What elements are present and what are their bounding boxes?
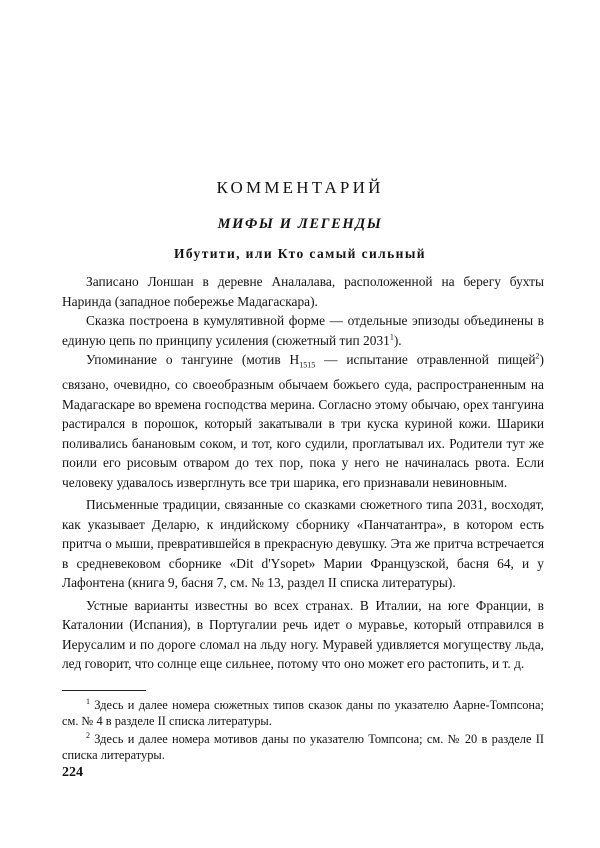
footnote-ref-1: 1 (389, 332, 394, 342)
footnote-ref-2: 2 (535, 351, 540, 361)
paragraph-tanguin-start: Упоминание о тангуине (мотив H (86, 352, 300, 367)
paragraph-structure (62, 311, 544, 350)
paragraph-structure-end: ). (393, 332, 402, 348)
footnote-mark-2: 2 (86, 730, 90, 740)
motif-subscript: 1515 (299, 360, 316, 370)
paragraph-tanguin-motif: — испытание отравленной пищей (315, 352, 536, 367)
footnote-1-text: Здесь и далее номера сюжетных типов сказок даны по указателю Аарне-Томпсона; см. № 4 в разделе II списка литературы. (62, 698, 544, 728)
paragraph-tanguin-rest: ) связано, очевидно, со своеобразным обычаем божьего суда, распространенным на Мадагаскаре во времена господства мерина. Согласно этому обычаю, орех тангуина растирался в порошок, который закатывали в три куска куриной кожи. Шарики поливались банановым соком, и тот, кого судили, проглатывал их. Родители тут же поили его рисовым отваром до тех пор, пока у него не начиналась рвота. Если человеку удавалось изверглнуть все три шарика, его признавали невиновным. (62, 352, 544, 490)
footnote-divider (62, 690, 146, 691)
paragraph-structure-text: Сказка построена в кумулятивной форме — отдельные эпизоды объединены в единую цепь по принципу усиления (сюжетный тип 2031 (62, 313, 544, 348)
paragraph-recording: Записано Лоншан в деревне Аналалава, расположенной на берегу бухты Нариндa (западное побережье Мадагаскара). (62, 274, 544, 309)
page-number: 224 (62, 765, 83, 780)
commentary-body (62, 272, 544, 674)
paragraph-written-traditions: Письменные традиции, связанные со сказками сюжетного типа 2031, восходят, как указывает Деларю, к индийскому сборнику «Панчатантра», в котором есть притча о мыши, превратившейся в прекрасную девушку. Эта же притча встречается в средневековом сборнике «Dit d'Ysopet» Марии Французской, басня 64, и у Лафонтена (книга 9, басня 7, см. № 13, раздел II списка литературы). (62, 497, 544, 591)
tale-title: Ибутити, или Кто самый сильный (174, 246, 426, 261)
chapter-title: КОММЕНТАРИЙ (216, 178, 384, 197)
footnote-2-text: Здесь и далее номера мотивов даны по указателю Томпсона; см. № 20 в разделе II списка литературы. (62, 732, 544, 762)
paragraph-oral-variants: Устные варианты известны во всех странах. В Италии, на юге Франции, в Каталонии (Испания), в Португалии речь идет о муравье, который отправился в Иерусалим и по дороге сломал на льду ногу. Муравей удивляется могуществу льда, лед говорит, что солнце еще сильнее, потому что оно может его растопить, и т. д. (62, 597, 544, 672)
footnote-1 (62, 697, 544, 729)
footnotes (62, 697, 544, 765)
footnote-mark-1: 1 (86, 696, 90, 706)
footnote-2 (62, 731, 544, 763)
section-title: МИФЫ И ЛЕГЕНДЫ (217, 216, 383, 232)
paragraph-tanguin (62, 350, 544, 492)
